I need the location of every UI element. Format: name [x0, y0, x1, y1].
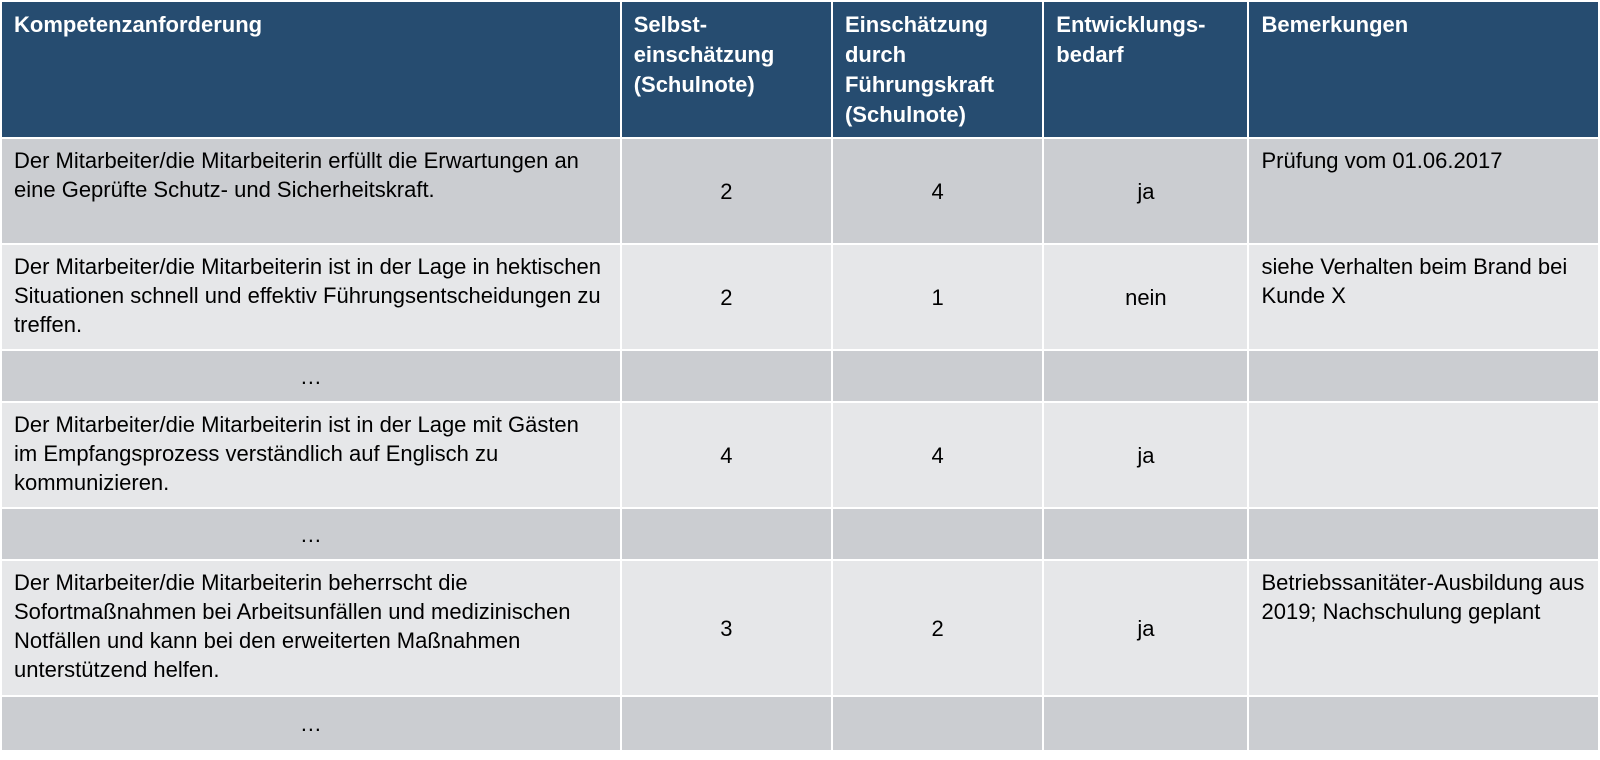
- table-row: [1, 560, 1599, 696]
- table-row-ellipsis: [1, 696, 1599, 751]
- cell-requirement: …: [1, 696, 621, 751]
- table-header-row: [1, 1, 1599, 138]
- cell-remarks: [1248, 508, 1599, 560]
- cell-manager-rating: 4: [832, 138, 1043, 244]
- cell-requirement: …: [1, 508, 621, 560]
- cell-development-need: [1043, 508, 1248, 560]
- cell-remarks: Prüfung vom 01.06.2017: [1248, 138, 1599, 244]
- cell-self-rating: 4: [621, 402, 832, 508]
- cell-remarks: [1248, 350, 1599, 402]
- cell-manager-rating: [832, 350, 1043, 402]
- header-bemerkungen: Bemerkungen: [1248, 1, 1599, 138]
- cell-development-need: [1043, 696, 1248, 751]
- cell-requirement: Der Mitarbeiter/die Mitarbeiterin beherrscht die Sofortmaßnahmen bei Arbeitsunfällen und medizinischen Notfällen und kann bei den erweiterten Maßnahmen unterstützend helfen.: [1, 560, 621, 696]
- cell-manager-rating: 2: [832, 560, 1043, 696]
- cell-remarks: siehe Verhalten beim Brand bei Kunde X: [1248, 244, 1599, 350]
- table-row-ellipsis: [1, 350, 1599, 402]
- cell-requirement: Der Mitarbeiter/die Mitarbeiterin ist in der Lage in hektischen Situationen schnell und effektiv Führungsentscheidungen zu treffen.: [1, 244, 621, 350]
- cell-self-rating: 2: [621, 244, 832, 350]
- cell-remarks: Betriebssanitäter-Ausbildung aus 2019; Nachschulung geplant: [1248, 560, 1599, 696]
- cell-manager-rating: [832, 696, 1043, 751]
- cell-manager-rating: [832, 508, 1043, 560]
- cell-requirement: Der Mitarbeiter/die Mitarbeiterin ist in der Lage mit Gästen im Empfangsprozess verständlich auf Englisch zu kommunizieren.: [1, 402, 621, 508]
- cell-self-rating: [621, 350, 832, 402]
- header-entwicklungsbedarf: Entwicklungs- bedarf: [1043, 1, 1248, 138]
- cell-remarks: [1248, 696, 1599, 751]
- cell-requirement: …: [1, 350, 621, 402]
- cell-remarks: [1248, 402, 1599, 508]
- table-row: [1, 402, 1599, 508]
- cell-development-need: nein: [1043, 244, 1248, 350]
- cell-development-need: ja: [1043, 560, 1248, 696]
- cell-manager-rating: 4: [832, 402, 1043, 508]
- cell-self-rating: [621, 696, 832, 751]
- header-einschaetzung-fuehrungskraft: Einschätzung durch Führungskraft (Schulnote): [832, 1, 1043, 138]
- header-selbsteinschaetzung: Selbst- einschätzung (Schulnote): [621, 1, 832, 138]
- table-row: [1, 244, 1599, 350]
- cell-development-need: ja: [1043, 402, 1248, 508]
- table-row: [1, 138, 1599, 244]
- cell-development-need: [1043, 350, 1248, 402]
- header-kompetenzanforderung: Kompetenzanforderung: [1, 1, 621, 138]
- cell-self-rating: [621, 508, 832, 560]
- cell-self-rating: 3: [621, 560, 832, 696]
- cell-requirement: Der Mitarbeiter/die Mitarbeiterin erfüllt die Erwartungen an eine Geprüfte Schutz- und Sicherheitskraft.: [1, 138, 621, 244]
- cell-manager-rating: 1: [832, 244, 1043, 350]
- cell-self-rating: 2: [621, 138, 832, 244]
- cell-development-need: ja: [1043, 138, 1248, 244]
- table-row-ellipsis: [1, 508, 1599, 560]
